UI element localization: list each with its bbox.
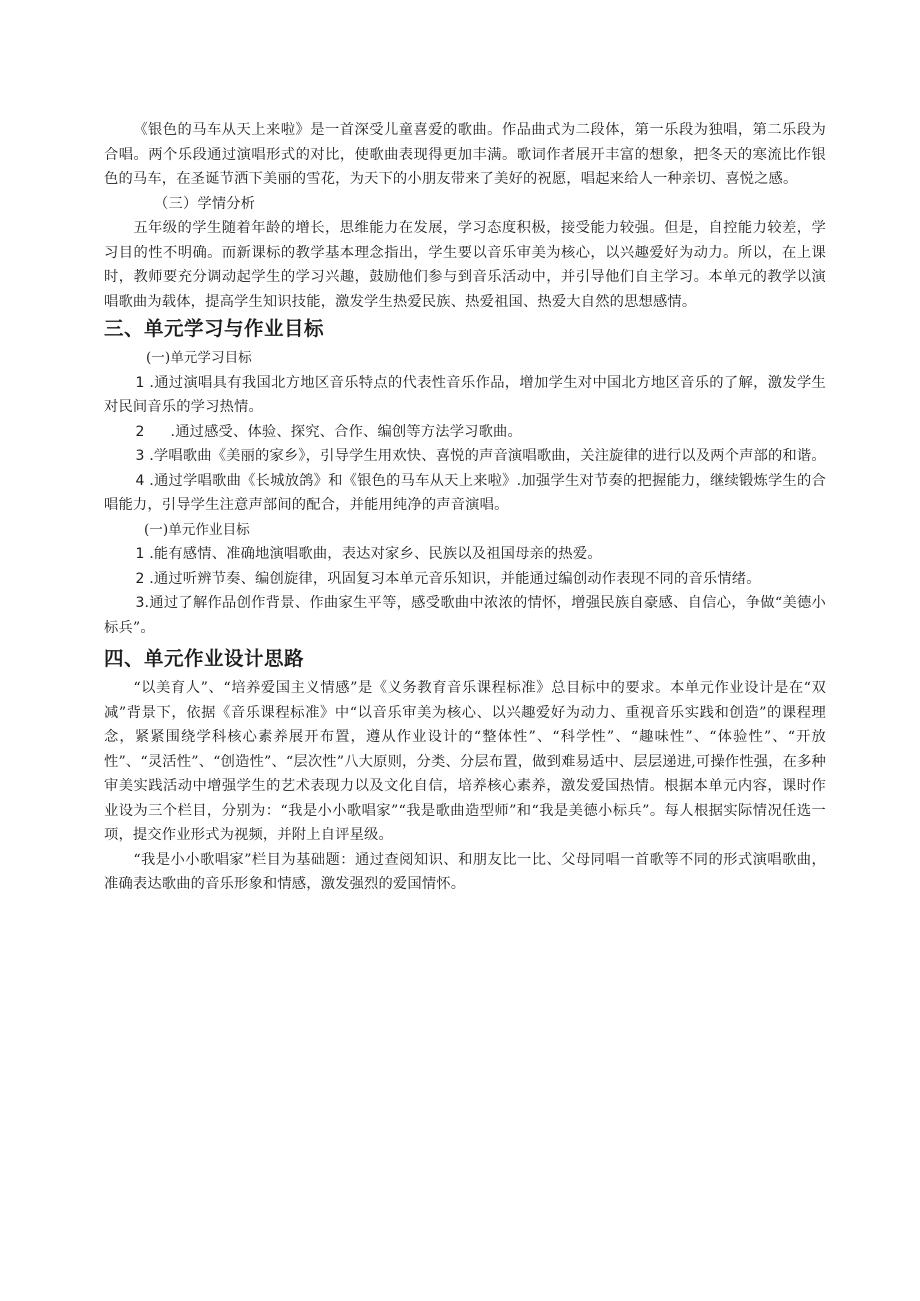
homework-goal-item [104,542,826,567]
learning-goal-text: .通过感受、体验、探究、合作、编创等方法学习歌曲。 [170,423,522,440]
homework-goal-number: 1 [135,546,145,562]
homework-goal-number: 2 [135,570,145,587]
learning-goal-text: .学唱歌曲《美丽的家乡》，引导学生用欢快、喜悦的声音演唱歌曲，关注旋律的进行以及两个声部的和谐。 [149,448,826,464]
homework-goal-text: .通过听辨节奏、编创旋律，巩固复习本单元音乐知识，并能通过编创动作表现不同的音乐情绪。 [149,570,761,587]
homework-goal-text: .能有感情、准确地演唱歌曲，表达对家乡、民族以及祖国母亲的热爱。 [149,546,602,562]
learning-goal-item [104,420,826,445]
learning-goals-title: (一)单元学习目标 [146,350,252,366]
homework-goal-number: 3 [135,595,145,611]
learning-goal-number: 3 [135,448,145,464]
section-4-heading: 四、单元作业设计思路 [104,647,305,670]
learning-goal-item [104,444,826,469]
learning-goal-item [104,371,826,420]
design-rationale-paragraph: “以美育人”、“培养爱国主义情感”是《义务教育音乐课程标准》总目标中的要求。本单元作业设计是在“双减”背景下，依据《音乐课程标准》中“以音乐审美为核心、以兴趣爱好为动力、重视音乐实践和创造”的课程理念，紧紧围绕学科核心素养展开布置，遵从作业设计的“整体性”、“科学性”、“趣味性”、“体验性”、“开放性”、“灵活性”、“创造性”、“层次性”八大原则，分类、分层布置，做到难易适中、层层递进,可操作性强，在多种审美实践活动中增强学生的艺术表现力以及文化自信，培养核心素养，激发爱国热情。根据本单元内容，课时作业设为三个栏目，分别为：“我是小小歌唱家”“我是歌曲造型师”和“我是美德小标兵”。每人根据实际情况任选一项，提交作业形式为视频，并附上自评星级。 [104,680,826,843]
learning-goal-number: 1 [135,374,145,391]
learning-goal-text: .通过演唱具有我国北方地区音乐特点的代表性音乐作品，增加学生对中国北方地区音乐的了解，激发学生对民间音乐的学习热情。 [104,374,826,415]
homework-goal-item [104,591,826,640]
homework-goal-item [104,567,826,592]
document-page [104,118,826,897]
learning-goal-number: 4 [135,472,145,489]
intro-paragraph: 《银色的马车从天上来啦》是一首深受儿童喜爱的歌曲。作品曲式为二段体，第一乐段为独唱，第二乐段为合唱。两个乐段通过演唱形式的对比，使歌曲表现得更加丰满。歌词作者展开丰富的想象，把冬天的寒流比作银色的马车，在圣诞节洒下美丽的雪花，为天下的小朋友带来了美好的祝愿，唱起来给人一种亲切、喜悦之感。 [104,122,826,187]
homework-goal-text: .通过了解作品创作背景、作曲家生平等，感受歌曲中浓浓的情怀，增强民族自豪感、自信心，争做“美德小标兵”。 [104,595,826,636]
learning-goal-item [104,469,826,518]
subsection-learner-analysis-title: （三）学情分析 [154,195,256,212]
learner-analysis-paragraph: 五年级的学生随着年龄的增长，思维能力在发展，学习态度积极，接受能力较强。但是，自控能力较差，学习目的性不明确。而新课标的教学基本理念指出，学生要以音乐审美为核心，以兴趣爱好为动力。所以，在上课时，教师要充分调动起学生的学习兴趣，鼓励他们参与到音乐活动中，并引导他们自主学习。本单元的教学以演唱歌曲为载体，提高学生知识技能，激发学生热爱民族、热爱祖国、热爱大自然的思想感情。 [104,220,826,310]
homework-goals-title: (一)单元作业目标 [144,521,250,538]
learning-goal-text: .通过学唱歌曲《长城放鸽》和《银色的马车从天上来啦》.加强学生对节奏的把握能力，继续锻炼学生的合唱能力，引导学生注意声部间的配合，并能用纯净的声音演唱。 [104,472,826,513]
singer-column-paragraph: “我是小小歌唱家”栏目为基础题：通过查阅知识、和朋友比一比、父母同唱一首歌等不同的形式演唱歌曲，准确表达歌曲的音乐形象和情感，激发强烈的爱国情怀。 [104,851,826,892]
section-3-heading: 三、单元学习与作业目标 [104,317,325,340]
learning-goal-number: 2 [135,423,145,440]
